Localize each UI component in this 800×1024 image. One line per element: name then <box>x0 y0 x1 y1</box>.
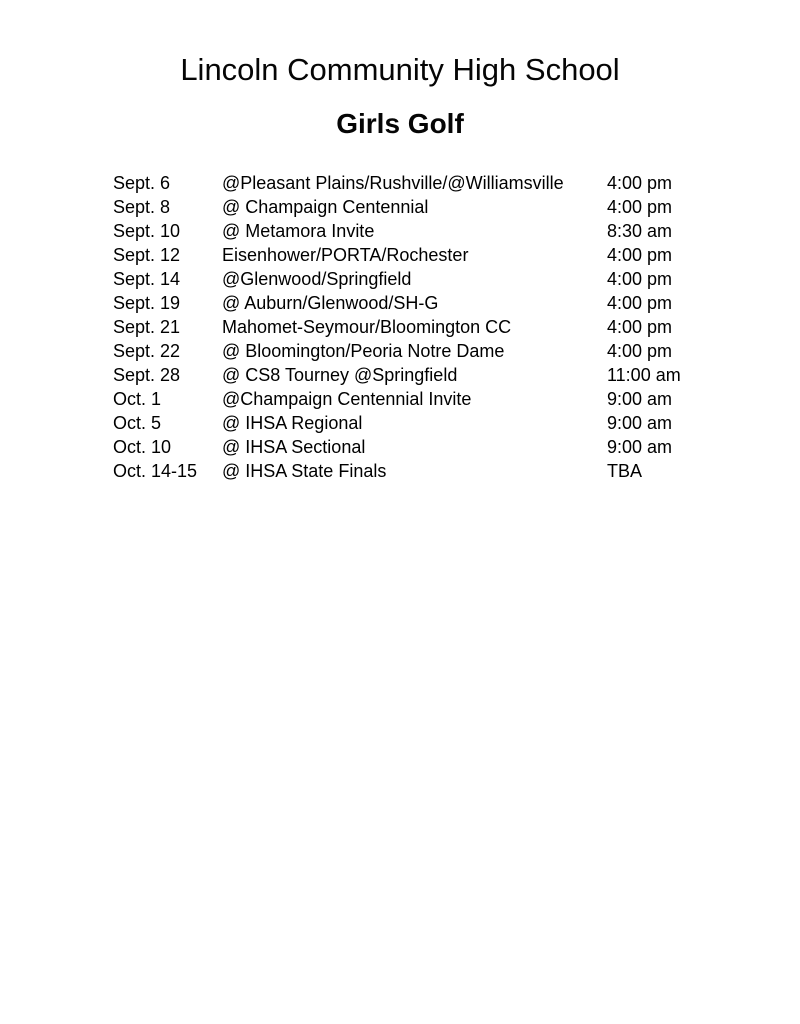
row-time: 4:00 pm <box>607 317 673 337</box>
row-time: 11:00 am <box>607 365 681 385</box>
row-time: 4:00 pm <box>607 269 673 289</box>
row-time: 4:00 pm <box>607 197 673 217</box>
row-opponent: @Glenwood/Springfield <box>222 269 412 289</box>
table-row <box>113 291 760 315</box>
row-time: 9:00 am <box>607 389 673 409</box>
table-row <box>113 363 760 387</box>
row-opponent: Mahomet-Seymour/Bloomington CC <box>222 317 512 337</box>
row-date: Sept. 12 <box>113 245 181 265</box>
table-row <box>113 387 760 411</box>
row-opponent: @ CS8 Tourney @Springfield <box>222 365 458 385</box>
schedule-table <box>0 171 800 483</box>
page-subtitle: Girls Golf <box>336 108 464 139</box>
row-time: TBA <box>607 461 643 481</box>
row-date: Sept. 19 <box>113 293 181 313</box>
row-opponent: @Pleasant Plains/Rushville/@Williamsville <box>222 173 564 193</box>
page-title: Lincoln Community High School <box>180 52 620 87</box>
row-date: Sept. 22 <box>113 341 181 361</box>
table-row <box>113 339 760 363</box>
row-opponent: @ Bloomington/Peoria Notre Dame <box>222 341 505 361</box>
row-date: Oct. 10 <box>113 437 172 457</box>
row-time: 4:00 pm <box>607 173 673 193</box>
table-row <box>113 435 760 459</box>
row-date: Sept. 10 <box>113 221 181 241</box>
row-date: Oct. 5 <box>113 413 162 433</box>
row-opponent: Eisenhower/PORTA/Rochester <box>222 245 469 265</box>
row-opponent: @ Champaign Centennial <box>222 197 429 217</box>
table-row <box>113 171 760 195</box>
table-row <box>113 243 760 267</box>
row-date: Sept. 21 <box>113 317 181 337</box>
row-time: 8:30 am <box>607 221 673 241</box>
table-row <box>113 267 760 291</box>
row-opponent: @ IHSA State Finals <box>222 461 387 481</box>
row-date: Oct. 1 <box>113 389 162 409</box>
row-time: 4:00 pm <box>607 245 673 265</box>
table-row <box>113 219 760 243</box>
row-opponent: @ Metamora Invite <box>222 221 375 241</box>
row-opponent: @ Auburn/Glenwood/SH-G <box>222 293 439 313</box>
row-opponent: @ IHSA Regional <box>222 413 363 433</box>
row-time: 9:00 am <box>607 437 673 457</box>
row-date: Sept. 14 <box>113 269 181 289</box>
row-date: Sept. 8 <box>113 197 171 217</box>
row-opponent: @ IHSA Sectional <box>222 437 366 457</box>
row-date: Oct. 14-15 <box>113 461 198 481</box>
row-time: 4:00 pm <box>607 293 673 313</box>
row-date: Sept. 28 <box>113 365 181 385</box>
table-row <box>113 195 760 219</box>
row-date: Sept. 6 <box>113 173 171 193</box>
row-time: 4:00 pm <box>607 341 673 361</box>
table-row <box>113 315 760 339</box>
table-row <box>113 459 760 483</box>
row-opponent: @Champaign Centennial Invite <box>222 389 472 409</box>
row-time: 9:00 am <box>607 413 673 433</box>
table-row <box>113 411 760 435</box>
